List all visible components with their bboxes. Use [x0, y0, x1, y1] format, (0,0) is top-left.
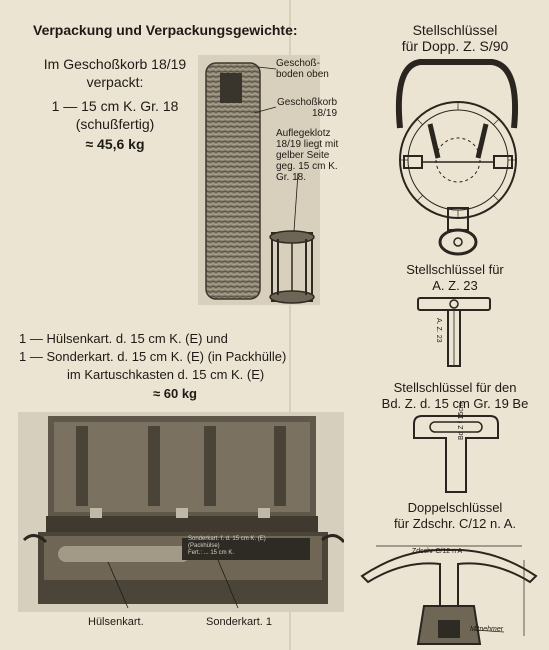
tool4-callout-mitnehmer: Mitnehmer: [470, 626, 504, 633]
cartridge-label: Sonderkart. f. d. 15 cm K. (E) (Packhülse) Fert.: ... 15 cm K.: [188, 536, 266, 556]
cartridge-case: [58, 546, 190, 562]
tool3-engraving: Bd Z f 15cm: [458, 402, 465, 440]
cartridge-line3: im Kartuschkasten d. 15 cm K. (E): [67, 367, 265, 382]
tool4-engraving: Zdschr C/12 n A: [412, 548, 463, 555]
shell-packing-line3: 1 — 15 cm K. Gr. 18: [51, 98, 179, 114]
shell-packing-line4: (schußfertig): [75, 116, 155, 132]
cartridge-packing-block: [19, 330, 319, 404]
caption-huelsenkart: Hülsenkart.: [88, 616, 144, 628]
shell-base: [220, 73, 242, 103]
tool3-title: Stellschlüssel für den Bd. Z. d. 15 cm Gr. 19 Be: [381, 380, 529, 411]
label-geschosskorb: Geschoßkorb 18/19: [277, 97, 338, 119]
cartridge-line1: 1 — Hülsenkart. d. 15 cm K. (E) und: [19, 331, 228, 346]
shell-packing-line2: verpackt:: [86, 74, 144, 90]
cartridge-line2: 1 — Sonderkart. d. 15 cm K. (E) (in Packhülle): [19, 349, 287, 364]
tool2-title: Stellschlüssel für A. Z. 23: [406, 262, 504, 293]
ammunition-box-drawing: [18, 412, 344, 612]
tool4-title: Doppelschlüssel für Zdschr. C/12 n. A.: [393, 500, 517, 531]
tool2-engraving: A. Z. 23: [435, 318, 442, 343]
label-auflegeklotz: Auflegeklotz 18/19 liegt mit gelber Seite geg. 15 cm K. Gr. 18.: [276, 128, 339, 183]
tool1-title: Stellschlüssel für Dopp. Z. S/90: [401, 22, 509, 54]
shell-packing-block: [30, 55, 200, 155]
shell-packing-weight: ≈ 45,6 kg: [85, 136, 145, 152]
ammunition-box-photo: [18, 412, 344, 612]
page-title: Verpackung und Verpackungsgewichte:: [33, 22, 298, 38]
cartridge-weight: ≈ 60 kg: [153, 386, 197, 401]
tool1-setting-key-drawing: [380, 58, 540, 258]
label-geschoss-boden: Geschoß- boden oben: [276, 58, 329, 80]
caption-sonderkart: Sonderkart. 1: [206, 616, 273, 628]
shell-packing-line1: Im Geschoßkorb 18/19: [43, 56, 187, 72]
tool2-setting-key-drawing: [414, 292, 494, 372]
